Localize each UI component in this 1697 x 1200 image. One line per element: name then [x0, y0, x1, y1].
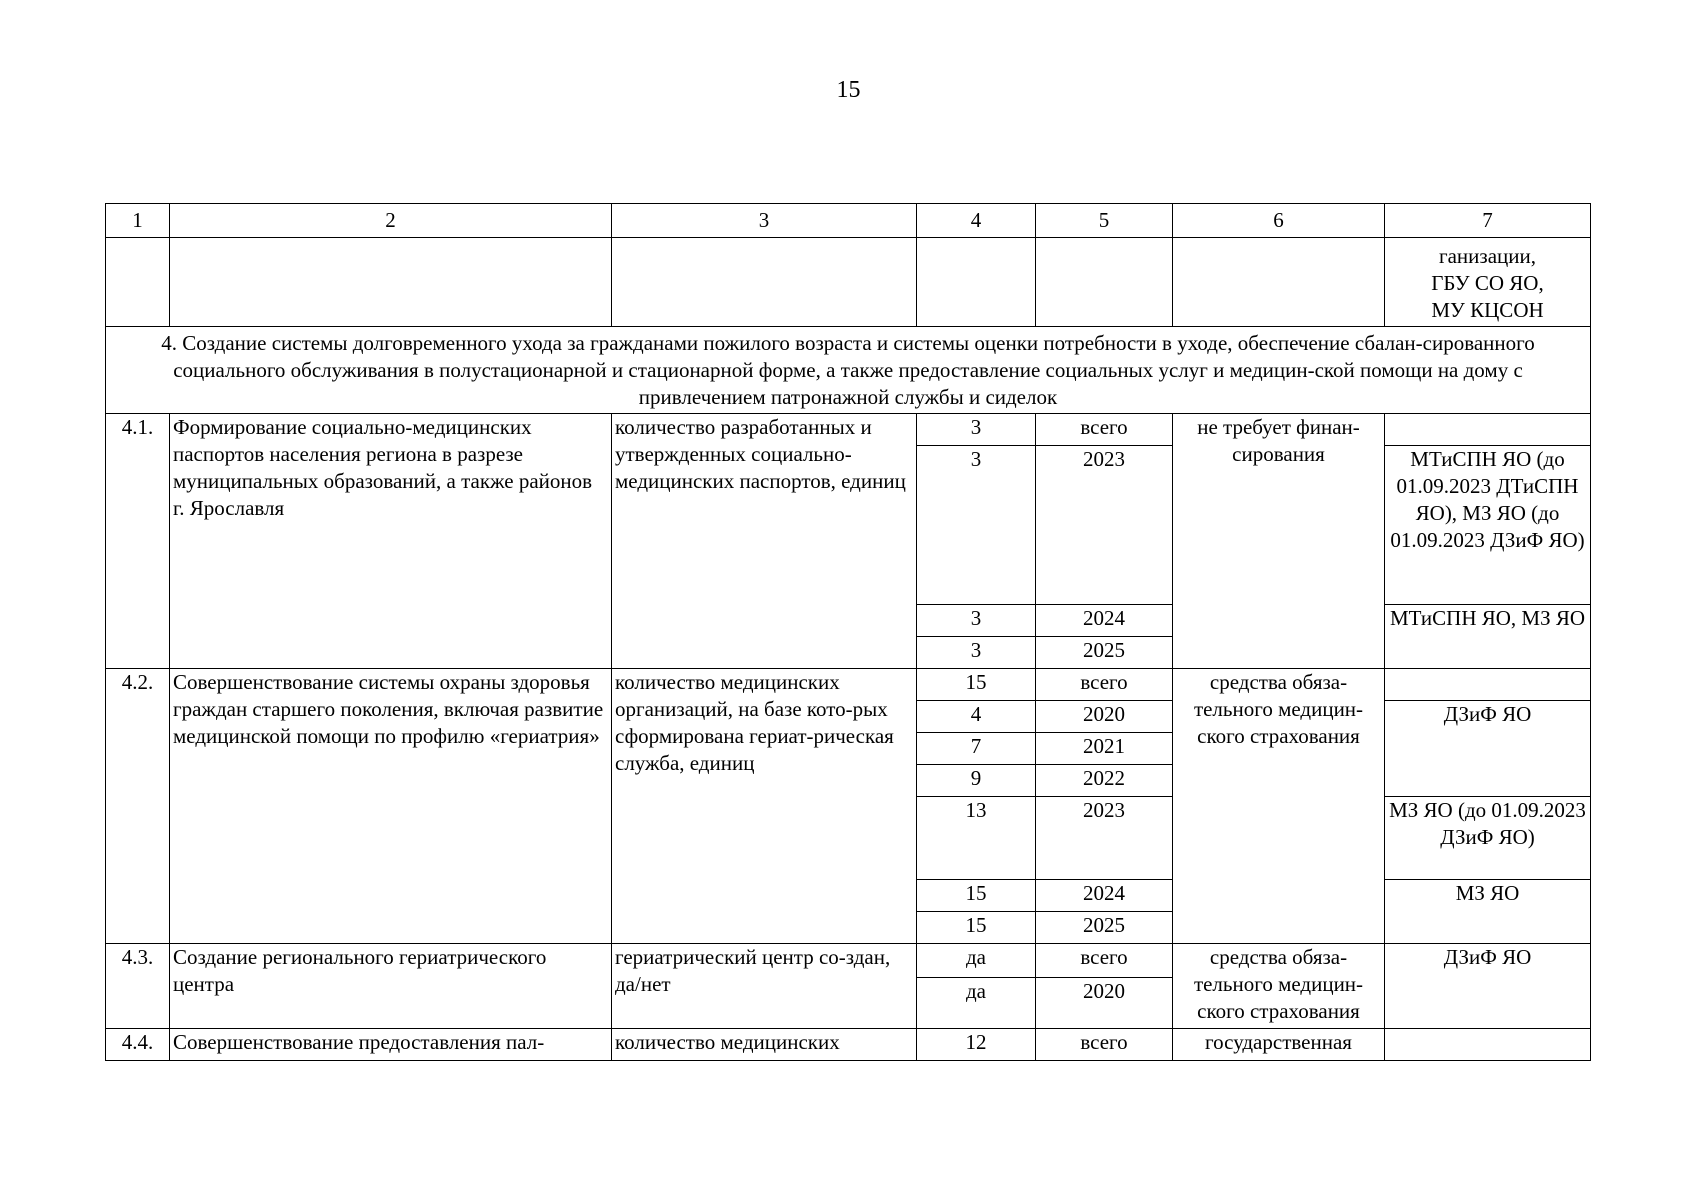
value-cell: 15: [917, 880, 1036, 912]
row-number: 4.4.: [106, 1029, 170, 1061]
value-cell: 3: [917, 637, 1036, 669]
table-row: [106, 669, 1591, 701]
executor-cell: МЗ ЯО: [1385, 880, 1591, 944]
table-row: [106, 414, 1591, 446]
year-cell: 2024: [1036, 605, 1173, 637]
year-cell: 2021: [1036, 733, 1173, 765]
executor-cell: ганизации, ГБУ СО ЯО, МУ КЦСОН: [1385, 238, 1591, 327]
value-cell: 15: [917, 669, 1036, 701]
section-title: 4. Создание системы долговременного ухода за гражданами пожилого возраста и системы оценки потребности в уходе, обеспечение сбалан-сированного социального обслуживания в полустационарной и стационарной форме, а также предоставление социальных услуг и медицин-ской помощи на дому с привлечением патронажной службы и сиделок: [106, 327, 1591, 414]
executor-cell: МТиСПН ЯО (до 01.09.2023 ДТиСПН ЯО), МЗ ЯО (до 01.09.2023 ДЗиФ ЯО): [1385, 446, 1591, 605]
indicator-name: количество медицинских: [612, 1029, 917, 1061]
value-cell: 3: [917, 446, 1036, 605]
year-cell: всего: [1036, 1029, 1173, 1061]
funding-cell: государственная: [1173, 1029, 1385, 1061]
page-number: 15: [836, 77, 861, 103]
value-cell: да: [917, 944, 1036, 978]
header-cell: 4: [917, 204, 1036, 238]
executor-cell: МЗ ЯО (до 01.09.2023 ДЗиФ ЯО): [1385, 797, 1591, 880]
measure-name: Создание регионального гериатрического центра: [170, 944, 612, 1029]
indicator-name: гериатрический центр со-здан, да/нет: [612, 944, 917, 1029]
header-cell: 6: [1173, 204, 1385, 238]
header-cell: 5: [1036, 204, 1173, 238]
measure-name: Совершенствование системы охраны здоровья граждан старшего поколения, включая развитие медицинской помощи по профилю «гериатрия»: [170, 669, 612, 944]
header-cell: 2: [170, 204, 612, 238]
continuation-row: [106, 238, 1591, 327]
header-cell: 1: [106, 204, 170, 238]
value-cell: 3: [917, 605, 1036, 637]
year-cell: 2023: [1036, 446, 1173, 605]
header-cell: 3: [612, 204, 917, 238]
value-cell: 12: [917, 1029, 1036, 1061]
year-cell: 2025: [1036, 912, 1173, 944]
executor-cell: [1385, 414, 1591, 446]
table-row: [106, 944, 1591, 978]
table-row: [106, 1029, 1591, 1061]
year-cell: всего: [1036, 944, 1173, 978]
funding-cell: средства обяза-тельного медицин-ского страхования: [1173, 944, 1385, 1029]
year-cell: всего: [1036, 669, 1173, 701]
year-cell: 2024: [1036, 880, 1173, 912]
indicator-name: количество разработанных и утвержденных социально-медицинских паспортов, единиц: [612, 414, 917, 669]
value-cell: 3: [917, 414, 1036, 446]
section-row: [106, 327, 1591, 414]
value-cell: 7: [917, 733, 1036, 765]
year-cell: всего: [1036, 414, 1173, 446]
executor-cell: [1385, 1029, 1591, 1061]
row-number: 4.3.: [106, 944, 170, 1029]
executor-cell: ДЗиФ ЯО: [1385, 944, 1591, 1029]
year-cell: 2025: [1036, 637, 1173, 669]
measure-name: Формирование социально-медицинских паспортов населения региона в разрезе муниципальных образований, а также районов г. Ярославля: [170, 414, 612, 669]
year-cell: 2020: [1036, 978, 1173, 1029]
funding-cell: средства обяза-тельного медицин-ского страхования: [1173, 669, 1385, 944]
funding-cell: не требует финан-сирования: [1173, 414, 1385, 669]
header-row: [106, 204, 1591, 238]
executor-cell: [1385, 669, 1591, 701]
value-cell: 4: [917, 701, 1036, 733]
year-cell: 2023: [1036, 797, 1173, 880]
header-cell: 7: [1385, 204, 1591, 238]
value-cell: 15: [917, 912, 1036, 944]
row-number: 4.2.: [106, 669, 170, 944]
measure-name: Совершенствование предоставления пал-: [170, 1029, 612, 1061]
year-cell: 2022: [1036, 765, 1173, 797]
indicator-name: количество медицинских организаций, на базе кото-рых сформирована гериат-рическая служба, единиц: [612, 669, 917, 944]
executor-cell: МТиСПН ЯО, МЗ ЯО: [1385, 605, 1591, 669]
value-cell: 13: [917, 797, 1036, 880]
year-cell: 2020: [1036, 701, 1173, 733]
executor-cell: ДЗиФ ЯО: [1385, 701, 1591, 797]
value-cell: 9: [917, 765, 1036, 797]
value-cell: да: [917, 978, 1036, 1029]
row-number: 4.1.: [106, 414, 170, 669]
program-table: [105, 203, 1591, 1061]
